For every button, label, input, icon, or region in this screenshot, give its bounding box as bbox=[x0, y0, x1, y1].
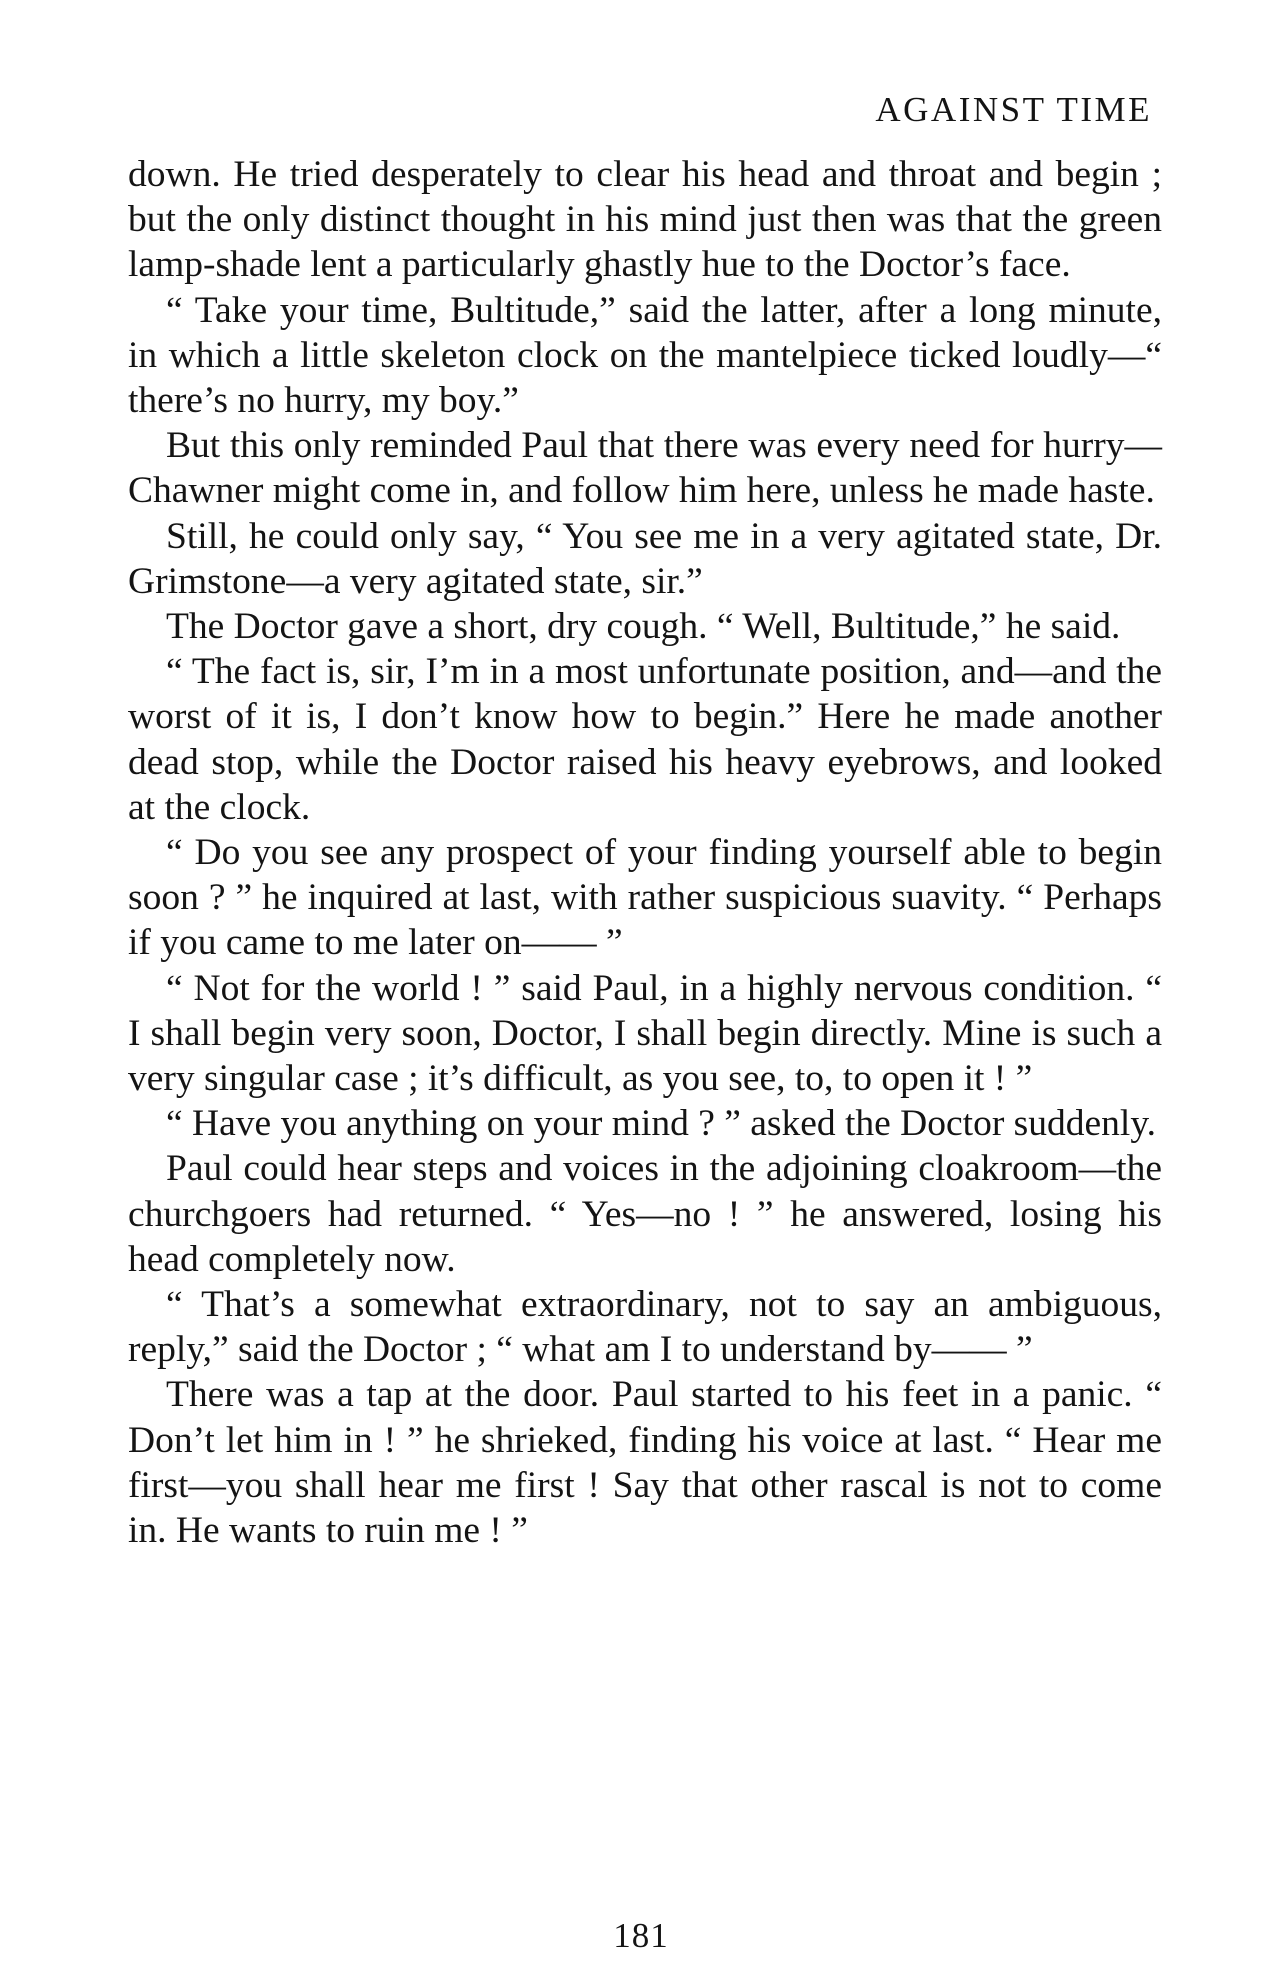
paragraph: But this only reminded Paul that there was every need for hurry—Chawner might come in, and follow him here, unless he made haste. bbox=[128, 425, 1162, 512]
paragraph: Still, he could only say, “ You see me in a very agitated state, Dr. Grimstone—a very agitated state, sir.” bbox=[128, 515, 1162, 602]
paragraph: There was a tap at the door. Paul started to his feet in a panic. “ Don’t let him in ! ” he shrieked, finding his voice at last. “ Hear me first—you shall hear me first ! Say that other rascal is not to come in. He wants to ruin me ! ” bbox=[128, 1374, 1162, 1552]
paragraph: “ Have you anything on your mind ? ” asked the Doctor suddenly. bbox=[166, 1103, 1157, 1145]
page-number: 181 bbox=[613, 1916, 669, 1955]
paragraph: “ Take your time, Bultitude,” said the latter, after a long minute, in which a little skeleton clock on the mantelpiece ticked loudly—“ there’s no hurry, my boy.” bbox=[128, 289, 1162, 422]
paragraph: down. He tried desperately to clear his head and throat and begin ; but the only distinct thought in his mind just then was that the green lamp-shade lent a particularly ghastly hue to the Doctor’s face. bbox=[128, 154, 1162, 286]
paragraph: “ That’s a somewhat extraordinary, not to say an ambiguous, reply,” said the Doctor ; “ what am I to understand by—— ” bbox=[128, 1284, 1162, 1371]
paragraph: “ Not for the world ! ” said Paul, in a highly nervous condition. “ I shall begin very soon, Doctor, I shall begin directly. Mine is such a very singular case ; it’s difficult, as you see, to, to open it ! ” bbox=[128, 967, 1162, 1100]
running-head: AGAINST TIME bbox=[875, 90, 1152, 129]
paragraph: “ The fact is, sir, I’m in a most unfortunate position, and—and the worst of it is, I don’t know how to begin.” Here he made another dead stop, while the Doctor raised his heavy eyebrows, and looked at the clock. bbox=[128, 651, 1162, 828]
paragraph: “ Do you see any prospect of your finding yourself able to begin soon ? ” he inquired at last, with rather suspicious suavity. “ Perhaps if you came to me later on—— ” bbox=[128, 832, 1162, 964]
body-text bbox=[128, 152, 1162, 1553]
paragraph: The Doctor gave a short, dry cough. “ Well, Bultitude,” he said. bbox=[166, 606, 1121, 648]
paragraph: Paul could hear steps and voices in the adjoining cloakroom—the churchgoers had returned. “ Yes—no ! ” he answered, losing his head completely now. bbox=[128, 1148, 1162, 1280]
